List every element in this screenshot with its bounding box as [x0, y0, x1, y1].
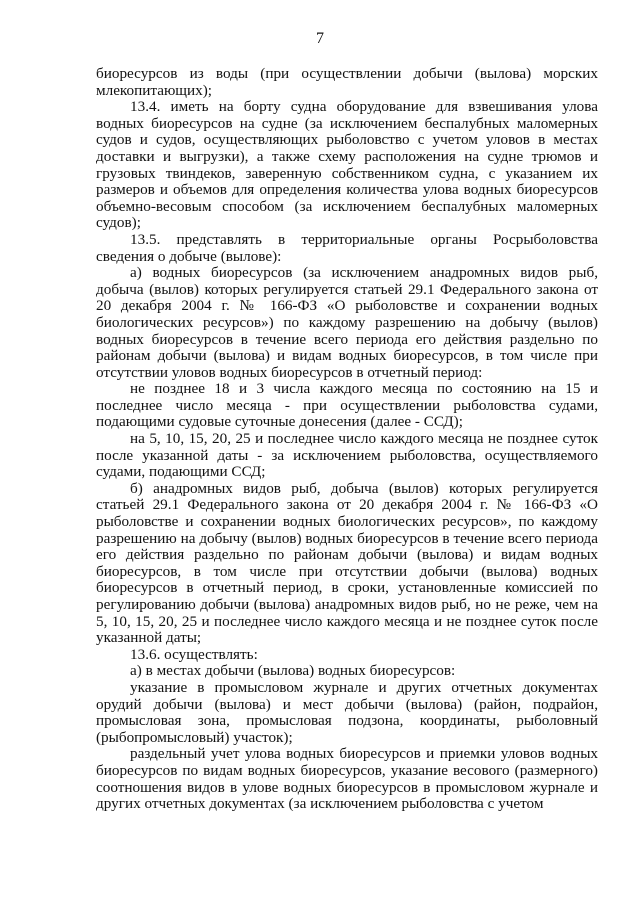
paragraph-13-5: 13.5. представлять в территориальные органы Росрыболовства сведения о добыче (вылове): — [96, 230, 598, 265]
paragraph-13-6: 13.6. осуществлять: — [130, 645, 258, 663]
paragraph-13-5-a: а) водных биоресурсов (за исключением анадромных видов рыб, добыча (вылов) которых регулируется статьей 29.1 Федерального закона от 20 декабря 2004 г. № 166-ФЗ «О рыболовстве и сохранении водных биологических ресурсов») по каждому разрешению на добычу (вылов) водных биоресурсов в течение всего периода его действия раздельно по районам добычи (вылова) и видам водных биоресурсов, в том числе при отсутствии уловов водных биоресурсов в отчетный период: — [96, 264, 598, 381]
paragraph-continuation: биоресурсов из воды (при осуществлении добычи (вылова) морских млекопитающих); — [96, 65, 598, 99]
paragraph-deadline-5-10: на 5, 10, 15, 20, 25 и последнее число каждого месяца не позднее суток после указанной даты - за исключением рыболовства, осуществляемого судами, подающими ССД; — [96, 430, 598, 481]
paragraph-13-4: 13.4. иметь на борту судна оборудование для взвешивания улова водных биоресурсов на судне (за исключением беспалубных маломерных судов и судов, осуществляющих рыболовство с учетом уловов в местах доставки и выгрузки), а также схему расположения на судне трюмов и грузовых твиндеков, заверенную собственником судна, с указанием их размеров и объемов для определения количества улова водных биоресурсов объемно-весовым способом (за исключением беспалубных маломерных судов); — [96, 98, 598, 232]
paragraph-deadline-18-3: не позднее 18 и 3 числа каждого месяца по состоянию на 15 и последнее число месяца - при осуществлении рыболовства судами, подающими судовые суточные донесения (далее - ССД); — [96, 380, 598, 431]
page-number: 7 — [316, 30, 324, 47]
paragraph-separate-accounting: раздельный учет улова водных биоресурсов и приемки уловов водных биоресурсов по видам водных биоресурсов, указание весового (размерного) соотношения видов в улове водных биоресурсов в промысловом журнале и других отчетных документах (за исключением рыболовства с учетом — [96, 745, 598, 813]
paragraph-13-5-b: б) анадромных видов рыб, добыча (вылов) которых регулируется статьей 29.1 Федерального закона от 20 декабря 2004 г. № 166-ФЗ «О рыболовстве и сохранении водных биологических ресурсов», по каждому разрешению на добычу (вылов) водных биоресурсов в течение всего периода его действия раздельно по районам добычи (вылова) и видам водных биоресурсов, в том числе при отсутствии добычи (вылова) водных биоресурсов в отчетный период, в сроки, установленные комиссией по регулированию добычи (вылова) анадромных видов рыб, но не реже, чем на 5, 10, 15, 20, 25 и последнее число каждого месяца и не позднее суток после указанной даты; — [96, 479, 598, 647]
paragraph-13-6-a: а) в местах добычи (вылова) водных биоресурсов: — [130, 662, 456, 680]
document-body — [96, 66, 598, 813]
paragraph-logbook-gear: указание в промысловом журнале и других отчетных документах орудий добычи (вылова) и мест добычи (вылова) (район, подрайон, промысловая зона, промысловая подзона, координаты, рыболовный (рыбопромысловый) участок); — [96, 678, 598, 746]
